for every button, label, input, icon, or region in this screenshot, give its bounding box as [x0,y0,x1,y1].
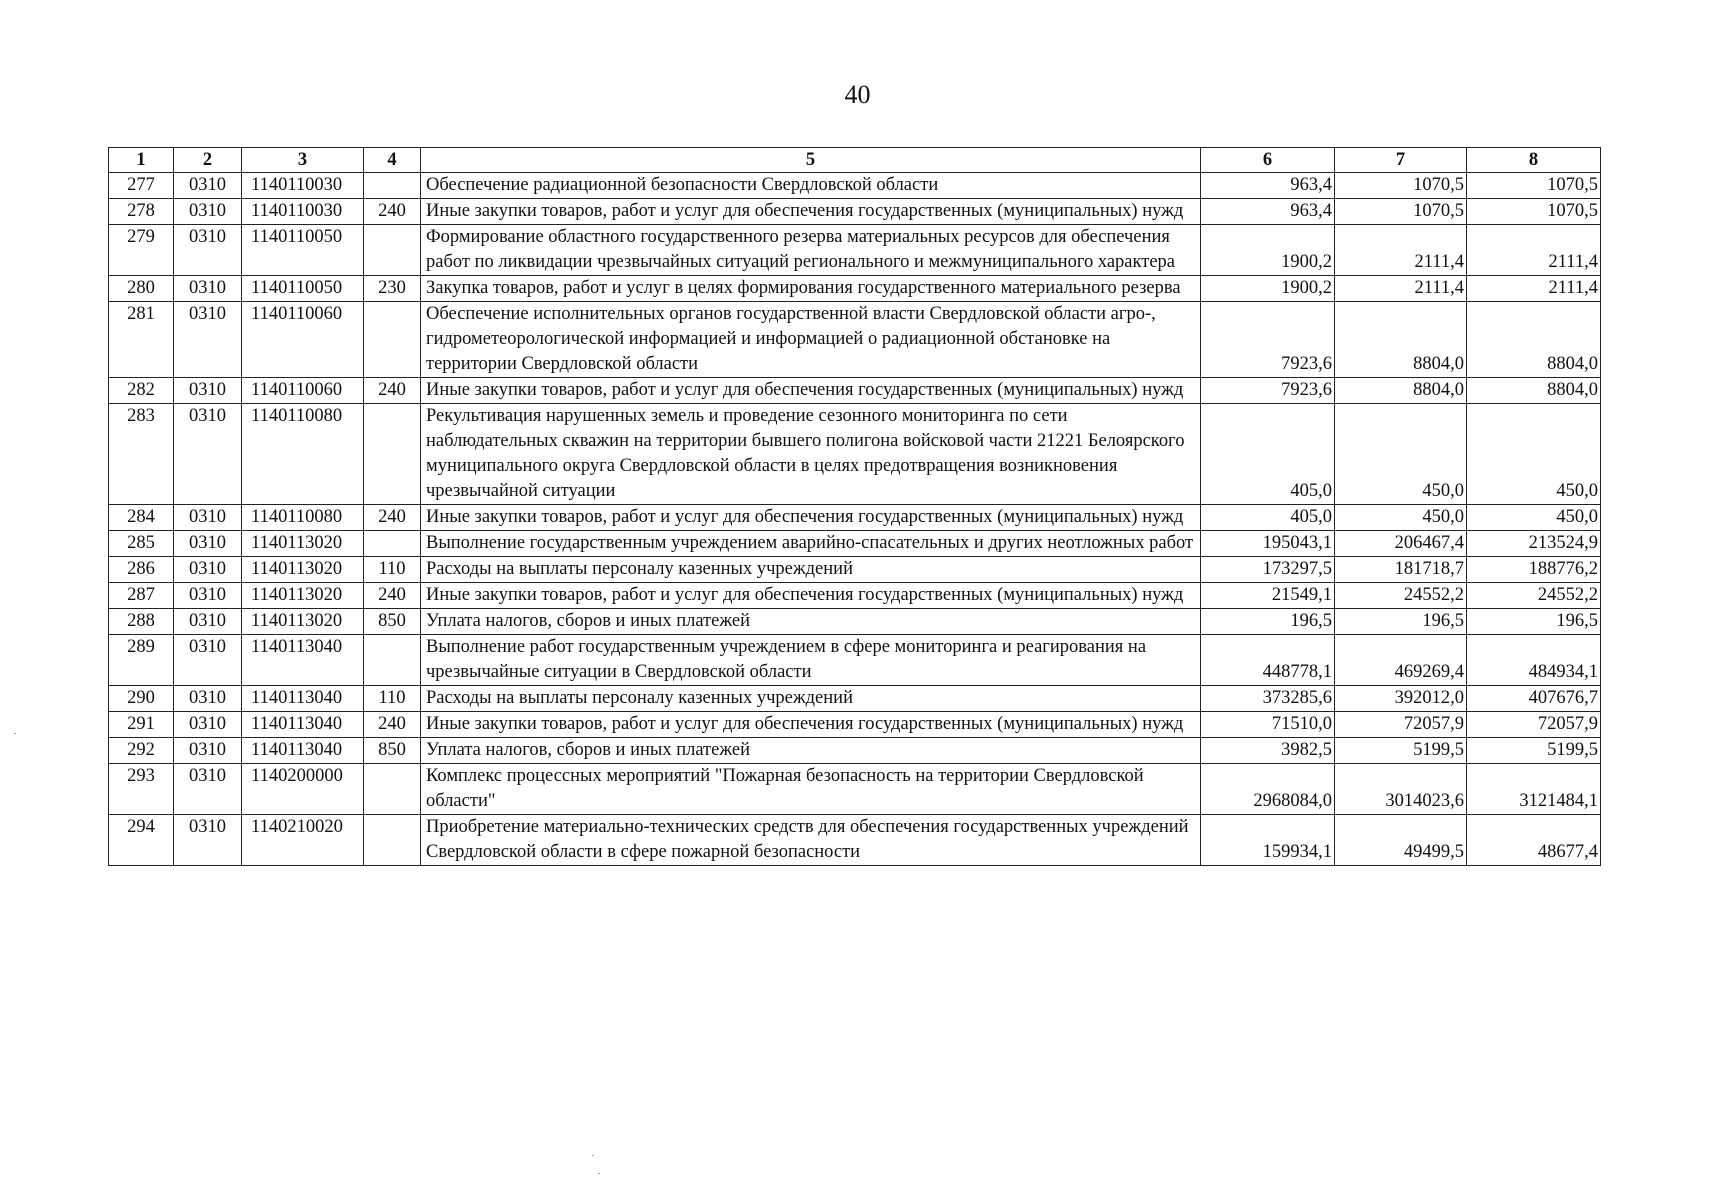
row-number: 281 [109,302,174,378]
item-name: Уплата налогов, сборов и иных платежей [421,609,1201,635]
expense-kind-code [364,302,421,378]
row-number: 280 [109,276,174,302]
amount-col-7: 196,5 [1335,609,1467,635]
amount-col-7: 24552,2 [1335,583,1467,609]
expense-kind-code: 240 [364,583,421,609]
amount-col-6: 195043,1 [1201,531,1335,557]
amount-col-6: 7923,6 [1201,302,1335,378]
header-col-1: 1 [109,148,174,173]
row-number: 287 [109,583,174,609]
amount-col-8: 188776,2 [1467,557,1601,583]
target-article-code: 1140200000 [242,764,364,815]
amount-col-8: 213524,9 [1467,531,1601,557]
amount-col-8: 450,0 [1467,404,1601,505]
section-code: 0310 [174,738,242,764]
section-code: 0310 [174,583,242,609]
row-number: 285 [109,531,174,557]
table-row [109,404,1601,505]
amount-col-6: 405,0 [1201,404,1335,505]
item-name: Уплата налогов, сборов и иных платежей [421,738,1201,764]
item-name: Иные закупки товаров, работ и услуг для обеспечения государственных (муниципальных) нужд [421,583,1201,609]
item-name: Обеспечение радиационной безопасности Свердловской области [421,173,1201,199]
target-article-code: 1140110080 [242,505,364,531]
expense-kind-code: 240 [364,712,421,738]
amount-col-6: 373285,6 [1201,686,1335,712]
row-number: 283 [109,404,174,505]
header-col-5: 5 [421,148,1201,173]
table-row [109,276,1601,302]
table-row [109,609,1601,635]
amount-col-7: 8804,0 [1335,302,1467,378]
target-article-code: 1140113020 [242,531,364,557]
item-name: Формирование областного государственного резерва материальных ресурсов для обеспечения работ по ликвидации чрезвычайных ситуаций регионального и межмуниципального характера [421,225,1201,276]
amount-col-6: 7923,6 [1201,378,1335,404]
expense-kind-code: 850 [364,609,421,635]
scan-speck [592,1155,594,1156]
amount-col-8: 196,5 [1467,609,1601,635]
table-body [109,173,1601,866]
amount-col-7: 49499,5 [1335,815,1467,866]
target-article-code: 1140110060 [242,302,364,378]
row-number: 293 [109,764,174,815]
amount-col-6: 2968084,0 [1201,764,1335,815]
amount-col-7: 8804,0 [1335,378,1467,404]
amount-col-7: 450,0 [1335,505,1467,531]
section-code: 0310 [174,173,242,199]
amount-col-8: 1070,5 [1467,173,1601,199]
amount-col-6: 1900,2 [1201,276,1335,302]
scan-speck [14,733,16,734]
amount-col-8: 484934,1 [1467,635,1601,686]
amount-col-7: 2111,4 [1335,225,1467,276]
amount-col-8: 5199,5 [1467,738,1601,764]
target-article-code: 1140113040 [242,712,364,738]
target-article-code: 1140110050 [242,225,364,276]
section-code: 0310 [174,378,242,404]
table-row [109,557,1601,583]
item-name: Комплекс процессных мероприятий "Пожарная безопасность на территории Свердловской области" [421,764,1201,815]
amount-col-7: 450,0 [1335,404,1467,505]
amount-col-8: 8804,0 [1467,302,1601,378]
item-name: Обеспечение исполнительных органов государственной власти Свердловской области агро-, гидрометеорологической информацией и информацией о радиационной обстановке на территории Свердловской области [421,302,1201,378]
amount-col-7: 392012,0 [1335,686,1467,712]
section-code: 0310 [174,531,242,557]
amount-col-8: 24552,2 [1467,583,1601,609]
expense-kind-code [364,173,421,199]
header-col-7: 7 [1335,148,1467,173]
row-number: 279 [109,225,174,276]
amount-col-7: 2111,4 [1335,276,1467,302]
expense-kind-code [364,225,421,276]
amount-col-8: 407676,7 [1467,686,1601,712]
row-number: 284 [109,505,174,531]
amount-col-8: 72057,9 [1467,712,1601,738]
amount-col-7: 469269,4 [1335,635,1467,686]
section-code: 0310 [174,505,242,531]
expense-kind-code: 110 [364,557,421,583]
target-article-code: 1140113020 [242,609,364,635]
amount-col-6: 963,4 [1201,199,1335,225]
target-article-code: 1140110080 [242,404,364,505]
table-row [109,505,1601,531]
table-row [109,173,1601,199]
table-row [109,712,1601,738]
amount-col-6: 196,5 [1201,609,1335,635]
expense-kind-code: 110 [364,686,421,712]
item-name: Иные закупки товаров, работ и услуг для обеспечения государственных (муниципальных) нужд [421,199,1201,225]
amount-col-6: 71510,0 [1201,712,1335,738]
table-row [109,738,1601,764]
section-code: 0310 [174,764,242,815]
target-article-code: 1140113040 [242,686,364,712]
header-col-2: 2 [174,148,242,173]
amount-col-8: 1070,5 [1467,199,1601,225]
amount-col-7: 206467,4 [1335,531,1467,557]
expense-kind-code: 230 [364,276,421,302]
target-article-code: 1140113040 [242,738,364,764]
amount-col-8: 450,0 [1467,505,1601,531]
expense-kind-code: 240 [364,378,421,404]
section-code: 0310 [174,404,242,505]
scan-speck [598,1173,600,1174]
amount-col-6: 963,4 [1201,173,1335,199]
expense-kind-code [364,764,421,815]
amount-col-7: 5199,5 [1335,738,1467,764]
item-name: Закупка товаров, работ и услуг в целях формирования государственного материального резерва [421,276,1201,302]
row-number: 290 [109,686,174,712]
section-code: 0310 [174,276,242,302]
amount-col-7: 1070,5 [1335,199,1467,225]
header-col-4: 4 [364,148,421,173]
row-number: 286 [109,557,174,583]
table-row [109,531,1601,557]
header-col-6: 6 [1201,148,1335,173]
expense-kind-code [364,815,421,866]
table-row [109,225,1601,276]
row-number: 278 [109,199,174,225]
item-name: Иные закупки товаров, работ и услуг для обеспечения государственных (муниципальных) нужд [421,505,1201,531]
row-number: 277 [109,173,174,199]
table-row [109,378,1601,404]
table-row [109,686,1601,712]
table-header [109,148,1601,173]
amount-col-7: 72057,9 [1335,712,1467,738]
amount-col-8: 48677,4 [1467,815,1601,866]
expense-kind-code: 240 [364,199,421,225]
amount-col-6: 173297,5 [1201,557,1335,583]
item-name: Выполнение работ государственным учреждением в сфере мониторинга и реагирования на чрезвычайные ситуации в Свердловской области [421,635,1201,686]
amount-col-6: 3982,5 [1201,738,1335,764]
item-name: Расходы на выплаты персоналу казенных учреждений [421,557,1201,583]
section-code: 0310 [174,635,242,686]
amount-col-6: 21549,1 [1201,583,1335,609]
amount-col-8: 2111,4 [1467,276,1601,302]
budget-table [108,147,1601,866]
table-row [109,199,1601,225]
target-article-code: 1140113020 [242,557,364,583]
section-code: 0310 [174,225,242,276]
amount-col-7: 181718,7 [1335,557,1467,583]
item-name: Рекультивация нарушенных земель и проведение сезонного мониторинга по сети наблюдательных скважин на территории бывшего полигона войсковой части 21221 Белоярского муниципального округа Свердловской области в целях предотвращения возникновения чрезвычайной ситуации [421,404,1201,505]
item-name: Иные закупки товаров, работ и услуг для обеспечения государственных (муниципальных) нужд [421,378,1201,404]
amount-col-7: 3014023,6 [1335,764,1467,815]
amount-col-6: 405,0 [1201,505,1335,531]
table-row [109,302,1601,378]
section-code: 0310 [174,609,242,635]
target-article-code: 1140113020 [242,583,364,609]
target-article-code: 1140110030 [242,199,364,225]
header-col-3: 3 [242,148,364,173]
row-number: 288 [109,609,174,635]
page-number: 40 [844,80,871,109]
row-number: 282 [109,378,174,404]
expense-kind-code [364,531,421,557]
amount-col-6: 448778,1 [1201,635,1335,686]
section-code: 0310 [174,712,242,738]
amount-col-8: 3121484,1 [1467,764,1601,815]
expense-kind-code [364,635,421,686]
target-article-code: 1140210020 [242,815,364,866]
target-article-code: 1140113040 [242,635,364,686]
target-article-code: 1140110030 [242,173,364,199]
section-code: 0310 [174,199,242,225]
item-name: Иные закупки товаров, работ и услуг для обеспечения государственных (муниципальных) нужд [421,712,1201,738]
expense-kind-code: 240 [364,505,421,531]
table-row [109,764,1601,815]
target-article-code: 1140110050 [242,276,364,302]
table-row [109,635,1601,686]
row-number: 292 [109,738,174,764]
expense-kind-code: 850 [364,738,421,764]
item-name: Приобретение материально-технических средств для обеспечения государственных учреждений Свердловской области в сфере пожарной безопасности [421,815,1201,866]
table-row [109,815,1601,866]
section-code: 0310 [174,686,242,712]
amount-col-6: 1900,2 [1201,225,1335,276]
table-row [109,583,1601,609]
amount-col-6: 159934,1 [1201,815,1335,866]
section-code: 0310 [174,815,242,866]
amount-col-8: 8804,0 [1467,378,1601,404]
amount-col-8: 2111,4 [1467,225,1601,276]
row-number: 294 [109,815,174,866]
target-article-code: 1140110060 [242,378,364,404]
section-code: 0310 [174,302,242,378]
expense-kind-code [364,404,421,505]
header-row [109,148,1601,173]
item-name: Расходы на выплаты персоналу казенных учреждений [421,686,1201,712]
row-number: 289 [109,635,174,686]
amount-col-7: 1070,5 [1335,173,1467,199]
budget-table-container [108,147,1600,866]
header-col-8: 8 [1467,148,1601,173]
item-name: Выполнение государственным учреждением аварийно-спасательных и других неотложных работ [421,531,1201,557]
row-number: 291 [109,712,174,738]
section-code: 0310 [174,557,242,583]
